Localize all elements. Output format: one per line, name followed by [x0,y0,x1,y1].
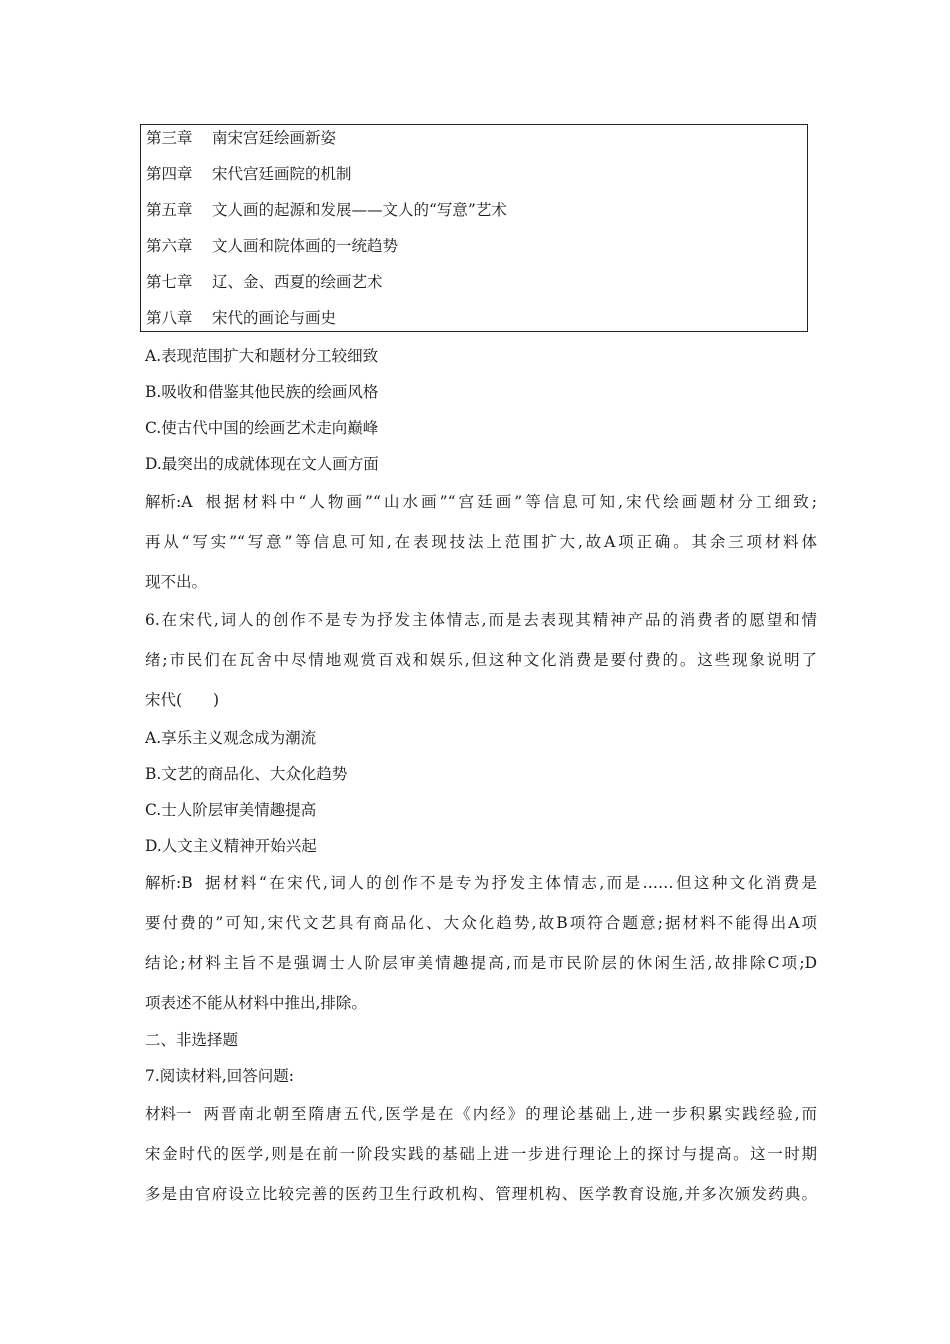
chapter-row [146,199,507,221]
q6-stem-line: 宋代( ) [145,691,220,709]
q5-analysis-line [145,490,817,514]
q6-analysis-text: 据材料“在宋代,词人的创作不是专为抒发主体情志,而是……但这种文化消费是 [202,874,817,892]
q6-analysis-line [145,871,817,895]
q6-analysis-line: 要付费的”可知,宋代文艺具有商品化、大众化趋势,故B项符合题意;据材料不能得出A项 [145,914,817,932]
chapter-row [146,307,336,329]
section-heading: 二、非选择题 [145,1031,239,1049]
chapter-title: 辽、金、西夏的绘画艺术 [212,273,383,291]
q7-stem: 7.阅读材料,回答问题: [145,1067,294,1085]
q7-material-line [145,1102,817,1126]
q7-material-line: 宋金时代的医学,则是在前一阶段实践的基础上进一步进行理论上的探讨与提高。这一时期 [145,1145,817,1163]
q5-analysis-text: 根据材料中“人物画”“山水画”“宫廷画”等信息可知,宋代绘画题材分工细致; [202,493,817,511]
chapter-number: 第四章 [146,165,193,183]
q7-material-line: 多是由官府设立比较完善的医药卫生行政机构、管理机构、医学教育设施,并多次颁发药典。 [145,1185,817,1203]
q6-option-b: B.文艺的商品化、大众化趋势 [145,765,348,783]
q7-material-label: 材料一 [145,1105,192,1123]
chapter-row [146,127,336,149]
q6-option-a: A.享乐主义观念成为潮流 [145,729,317,747]
chapter-title: 文人画和院体画的一统趋势 [212,237,399,255]
q5-option-c: C.使古代中国的绘画艺术走向巅峰 [145,419,379,437]
chapter-number: 第三章 [146,129,193,147]
q5-option-b: B.吸收和借鉴其他民族的绘画风格 [145,383,379,401]
chapter-number: 第七章 [146,273,193,291]
q5-analysis-label: 解析:A [145,493,193,511]
chapter-row [146,163,352,185]
chapter-title: 南宋宫廷绘画新姿 [212,129,337,147]
q6-stem-line: 绪;市民们在瓦舍中尽情地观赏百戏和娱乐,但这种文化消费是要付费的。这些现象说明了 [145,651,817,669]
q5-option-a: A.表现范围扩大和题材分工较细致 [145,347,379,365]
q5-option-d: D.最突出的成就体现在文人画方面 [145,455,379,473]
chapter-row [146,235,398,257]
q6-analysis-line: 项表述不能从材料中推出,排除。 [145,994,367,1012]
q7-material-text: 两晋南北朝至隋唐五代,医学是在《内经》的理论基础上,进一步积累实践经验,而 [201,1105,817,1123]
chapter-number: 第六章 [146,237,193,255]
q6-analysis-label: 解析:B [145,874,193,892]
chapter-title: 宋代宫廷画院的机制 [212,165,352,183]
q5-analysis-line: 现不出。 [145,573,208,591]
q6-option-d: D.人文主义精神开始兴起 [145,837,317,855]
chapter-list-box [140,124,808,332]
chapter-title: 宋代的画论与画史 [212,309,337,327]
chapter-row [146,271,383,293]
q6-analysis-line: 结论;材料主旨不是强调士人阶层审美情趣提高,而是市民阶层的休闲生活,故排除C项;D [145,954,817,972]
q6-option-c: C.士人阶层审美情趣提高 [145,801,317,819]
chapter-title: 文人画的起源和发展——文人的“写意”艺术 [212,201,507,219]
q5-analysis-line: 再从“写实”“写意”等信息可知,在表现技法上范围扩大,故A项正确。其余三项材料体 [145,533,817,551]
q6-stem-line: 6.在宋代,词人的创作不是专为抒发主体情志,而是去表现其精神产品的消费者的愿望和情 [145,611,817,629]
chapter-number: 第五章 [146,201,193,219]
chapter-number: 第八章 [146,309,193,327]
